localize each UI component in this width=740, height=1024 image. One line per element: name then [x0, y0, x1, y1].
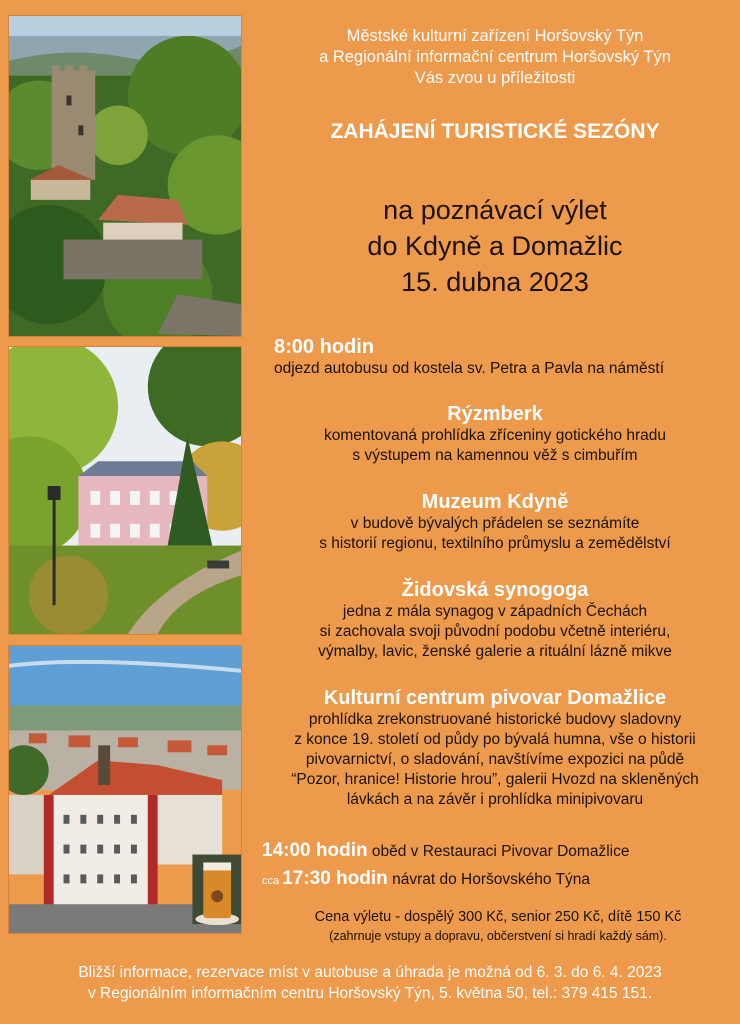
- return-prefix: cca: [262, 875, 283, 887]
- lunch-time: 14:00 hodin: [262, 840, 368, 861]
- item-text-line: s historií regionu, textilního průmyslu a zemědělství: [319, 535, 671, 552]
- item-title: Muzeum Kdyně: [421, 491, 569, 513]
- item-text-line: si zachovala svoji původní podobu včetně interiéru,: [319, 623, 671, 640]
- footer-line: Bližší informace, rezervace míst v autobuse a úhrada je možná od 6. 3. do 6. 4. 2023: [78, 964, 662, 981]
- lunch-text: oběd v Restauraci Pivovar Domažlice: [367, 843, 630, 860]
- departure-time: 8:00 hodin: [274, 336, 375, 358]
- brewery-town-photo: [8, 645, 242, 934]
- subtitle-line: na poznávací výlet: [383, 195, 607, 225]
- museum-park-photo: [8, 346, 242, 635]
- lunch-item: [262, 840, 629, 862]
- return-time: 17:30 hodin: [282, 868, 388, 889]
- item-text-line: lávkách a na závěr i prohlídka minipivovaru: [346, 791, 644, 808]
- castle-ruin-photo: [8, 15, 242, 337]
- price-line: Cena výletu - dospělý 300 Kč, senior 250 Kč, dítě 150 Kč: [314, 909, 682, 925]
- item-text-line: prohlídka zrekonstruované historické budovy sladovny: [308, 711, 682, 728]
- departure-text: odjezd autobusu od kostela sv. Petra a Pavla na náměstí: [274, 360, 665, 377]
- return-item: [262, 868, 590, 890]
- item-text-line: jedna z mála synagog v západních Čechách: [342, 603, 648, 620]
- item-title: Kulturní centrum pivovar Domažlice: [323, 687, 667, 709]
- price-info: [258, 908, 738, 946]
- item-text-line: výmalby, lavic, ženské galerie a rituální lázně mikve: [318, 643, 672, 660]
- program-item-synagoga: [252, 578, 738, 662]
- invitation-intro: [260, 26, 730, 89]
- item-title: Židovská synogoga: [401, 579, 589, 601]
- item-title: Rýzmberk: [447, 403, 543, 425]
- program-item-muzeum: [252, 490, 738, 554]
- item-text-line: komentovaná prohlídka zříceniny gotického hradu: [323, 427, 667, 444]
- program-item-departure: [252, 335, 738, 379]
- program-item-rizmberk: [252, 402, 738, 466]
- page-title: ZAHÁJENÍ TURISTICKÉ SEZÓNY: [330, 120, 660, 143]
- item-text-line: v budově bývalých přádelen se seznámíte: [350, 515, 640, 532]
- item-text-line: pivovarnictví, o sladování, navštívíme expozici na půdě: [305, 751, 685, 768]
- footer-line: v Regionálním informačním centru Horšovský Týn, 5. května 50, tel.: 379 415 151.: [87, 985, 653, 1002]
- intro-line: Městské kulturní zařízení Horšovský Týn: [346, 27, 644, 45]
- return-text: návrat do Horšovského Týna: [387, 871, 590, 888]
- trip-date: 15. dubna 2023: [401, 267, 589, 297]
- trip-subtitle: [260, 192, 730, 300]
- price-note: (zahrnuje vstupy a dopravu, občerstvení si hradí každý sám).: [329, 929, 667, 943]
- footer-info: [0, 962, 740, 1004]
- subtitle-line: do Kdyně a Domažlic: [367, 231, 623, 261]
- intro-line: Vás zvou u příležitosti: [414, 69, 576, 87]
- item-text-line: “Pozor, hranice! Historie hrou”, galerii Hvozd na skleněných: [291, 771, 699, 788]
- item-text-line: s výstupem na kamennou věž s cimbuřím: [352, 447, 638, 464]
- item-text-line: z konce 19. století od půdy po bývalá humna, vše o historii: [294, 731, 696, 748]
- intro-line: a Regionální informační centrum Horšovský Týn: [319, 48, 671, 66]
- program-item-pivovar: [252, 686, 738, 810]
